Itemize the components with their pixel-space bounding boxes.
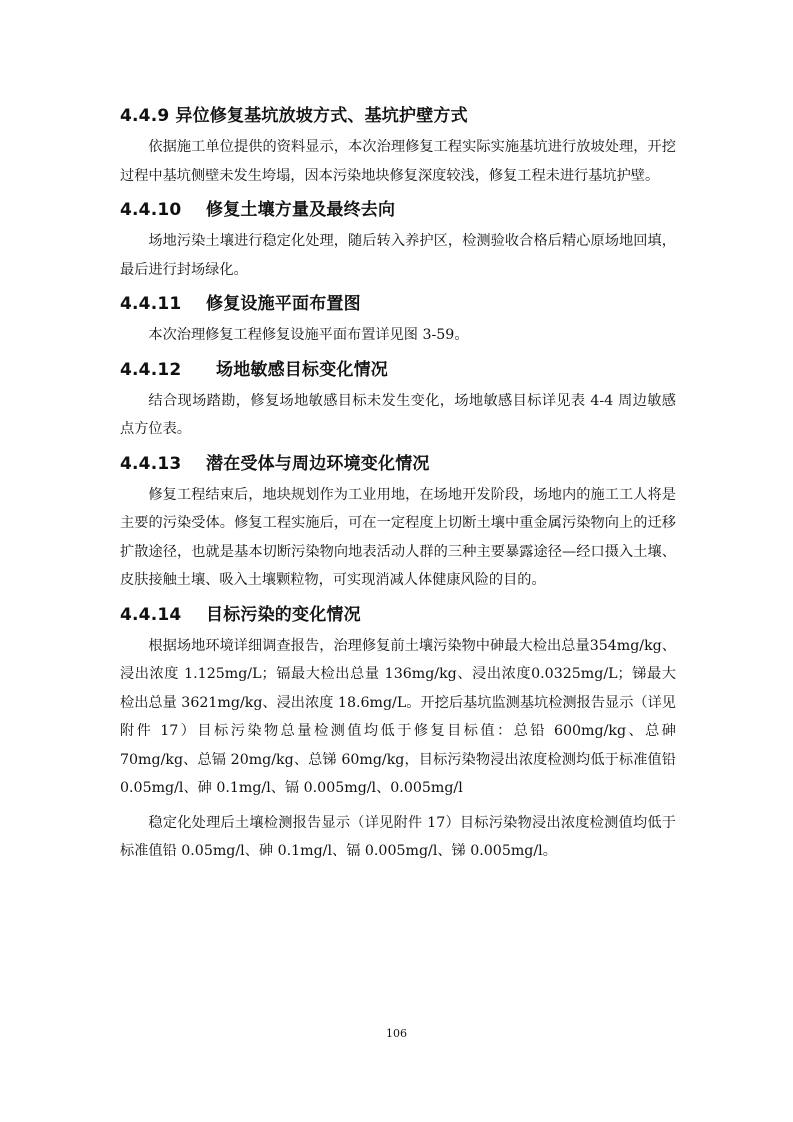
section-title: 场地敏感目标变化情况 — [216, 359, 388, 380]
section-number: 4.4.9 — [120, 106, 170, 126]
section-title: 修复设施平面布置图 — [206, 294, 361, 314]
paragraph: 结合现场踏勘，修复场地敏感目标未发生变化，场地敏感目标详见表 4-4 周边敏感点方位表。 — [120, 392, 676, 437]
section-title: 修复土壤方量及最终去向 — [206, 200, 396, 220]
section-heading-4-4-12 — [120, 356, 676, 384]
page-content — [120, 102, 676, 872]
section-heading-4-4-9 — [120, 102, 676, 130]
section-title: 潜在受体与周边环境变化情况 — [206, 453, 430, 474]
paragraph: 稳定化处理后土壤检测报告显示（详见附件 17）目标污染物浸出浓度检测值均低于标准值铅 0.05mg/l、砷 0.1mg/l、镉 0.005mg/l、锑 0.005mg/l。 — [120, 814, 676, 859]
section-number: 4.4.11 — [120, 294, 182, 314]
section-title: 异位修复基坑放坡方式、基坑护壁方式 — [175, 106, 468, 126]
section-number: 4.4.14 — [120, 604, 182, 625]
paragraph: 修复工程结束后，地块规划作为工业用地，在场地开发阶段，场地内的施工工人将是主要的污染受体。修复工程实施后，可在一定程度上切断土壤中重金属污染物向上的迁移扩散途径，也就是基本切断污染物向地表活动人群的三种主要暴露途径—经口摄入土壤、皮肤接触土壤、吸入土壤颗粒物，可实现消减人体健康风险的目的。 — [120, 486, 676, 588]
section-heading-4-4-14 — [120, 601, 676, 629]
paragraph: 依据施工单位提供的资料显示，本次治理修复工程实际实施基坑进行放坡处理，开挖过程中基坑侧壁未发生垮塌，因本污染地块修复深度较浅，修复工程未进行基坑护壁。 — [120, 139, 676, 184]
section-heading-4-4-13 — [120, 450, 676, 478]
paragraph: 本次治理修复工程修复设施平面布置详见图 3-59。 — [148, 327, 469, 343]
paragraph: 场地污染土壤进行稳定化处理，随后转入养护区，检测验收合格后精心原场地回填，最后进行封场绿化。 — [120, 233, 676, 278]
section-heading-4-4-11 — [120, 290, 676, 318]
section-heading-4-4-10 — [120, 196, 676, 224]
section-number: 4.4.12 — [120, 359, 182, 380]
section-number: 4.4.10 — [120, 200, 182, 220]
section-title: 目标污染的变化情况 — [206, 604, 361, 625]
page-number: 106 — [386, 1027, 407, 1040]
paragraph: 根据场地环境详细调查报告，治理修复前土壤污染物中砷最大检出总量354mg/kg、浸出浓度 1.125mg/L；镉最大检出总量 136mg/kg、浸出浓度0.0325mg/L；锑最大检出总量 3621mg/kg、浸出浓度 18.6mg/L。开挖后基坑监测基坑检测报告显示（详见附件 17）目标污染物总量检测值均低于修复目标值：总铅 600mg/kg、总砷 70mg/kg、总镉 20mg/kg、总锑 60mg/kg，目标污染物浸出浓度检测均低于标准值铅 0.05mg/l、砷 0.1mg/l、镉 0.005mg/l、0.005mg/l — [120, 637, 676, 796]
section-number: 4.4.13 — [120, 453, 182, 474]
